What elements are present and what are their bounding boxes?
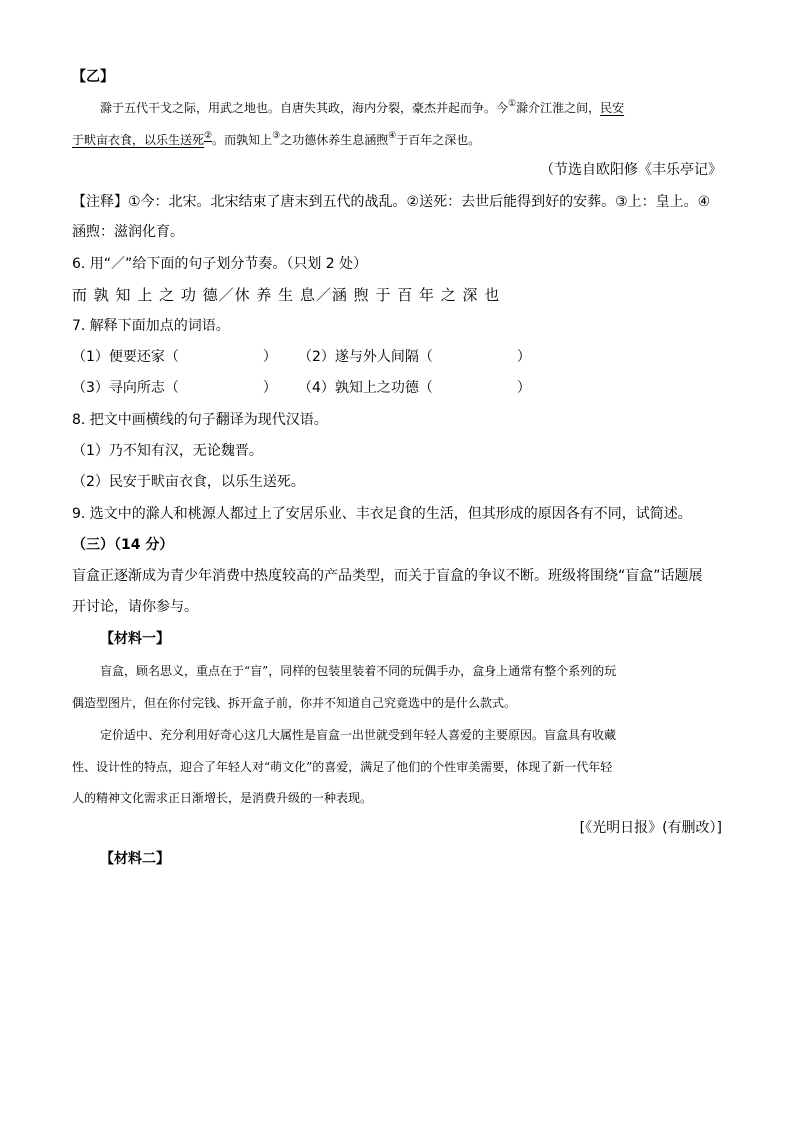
question-9-title: 9. 选文中的滁人和桃源人都过上了安居乐业、丰衣足食的生活，但其形成的原因各有不同，试简述。 [72, 506, 692, 522]
yi-text: 于百年之深也。 [396, 133, 481, 147]
material-1-line-3: 定价适中、充分利用好奇心这几大属性是盲盒一出世就受到年轻人喜爱的主要原因。盲盒具有收藏 [100, 728, 617, 742]
note-marker: ① [508, 99, 517, 109]
yi-paragraph-line-1 [100, 99, 625, 115]
question-6-sentence: 而 孰 知 上 之 功 德／休 养 生 息／涵 煦 于 百 年 之 深 也 [72, 286, 501, 304]
yi-text: 滁介江淮之间， [516, 101, 601, 115]
annotation-line-1: 【注释】①今：北宋。北宋结束了唐末到五代的战乱。②送死：去世后能得到好的安葬。③上：皇上。④ [72, 194, 711, 210]
question-8-item-2: （2）民安于畎亩衣食，以乐生送死。 [72, 474, 305, 490]
material-2-title: 【材料二】 [100, 851, 170, 867]
material-1-title: 【材料一】 [100, 631, 170, 647]
yi-paragraph-line-2 [72, 131, 481, 147]
note-marker: ④ [388, 131, 397, 141]
part-3-intro-line-1: 盲盒正逐渐成为青少年消费中热度较高的产品类型，而关于盲盒的争议不断。班级将围绕“盲盒”话题展 [72, 568, 703, 584]
part-3-intro-line-2: 开讨论，请你参与。 [72, 599, 198, 615]
part-3-heading: （三）（14 分） [72, 537, 174, 553]
question-7-title: 7. 解释下面加点的词语。 [72, 318, 230, 334]
material-1-line-1: 盲盒，顾名思义，重点在于“盲”，同样的包装里装着不同的玩偶手办，盒身上通常有整个系列的玩 [100, 664, 617, 678]
question-7-item-3: （3）寻向所志（ ） [72, 380, 277, 396]
question-7-item-2: （2）遂与外人间隔（ ） [298, 349, 531, 365]
material-1-line-5: 人的精神文化需求正日渐增长，是消费升级的一种表现。 [72, 791, 373, 805]
question-7-item-4: （4）孰知上之功德（ ） [298, 380, 531, 396]
material-1-line-4: 性、设计性的特点，迎合了年轻人对“萌文化”的喜爱，满足了他们的个性审美需要，体现了新一代年轻 [72, 760, 613, 774]
question-8-title: 8. 把文中画横线的句子翻译为现代汉语。 [72, 412, 328, 428]
underlined-sentence: 于畎亩衣食，以乐生送死 [72, 133, 205, 147]
section-heading-yi: 【乙】 [72, 69, 114, 85]
question-7-item-1: （1）便要还家（ ） [72, 349, 277, 365]
material-1-source: [《光明日报》(有删改）] [579, 820, 722, 836]
yi-text: 。而孰知上 [212, 133, 273, 147]
yi-source: （节选自欧阳修《丰乐亭记》 [540, 162, 722, 178]
note-marker: ② [204, 131, 213, 141]
question-8-item-1: （1）乃不知有汉，无论魏晋。 [72, 443, 263, 459]
yi-text: 之功德休养生息涵煦 [280, 133, 389, 147]
question-6-title: 6. 用“／”给下面的句子划分节奏。（只划 2 处） [72, 256, 368, 272]
yi-text: 滁于五代干戈之际，用武之地也。自唐失其政，海内分裂，豪杰并起而争。今 [100, 101, 509, 115]
material-1-line-2: 偶造型图片，但在你付完钱、拆开盒子前，你并不知道自己究竟选中的是什么款式。 [72, 696, 517, 710]
underlined-sentence: 民安 [600, 101, 625, 115]
annotation-line-2: 涵煦：滋润化育。 [72, 224, 184, 240]
note-marker: ③ [272, 131, 281, 141]
